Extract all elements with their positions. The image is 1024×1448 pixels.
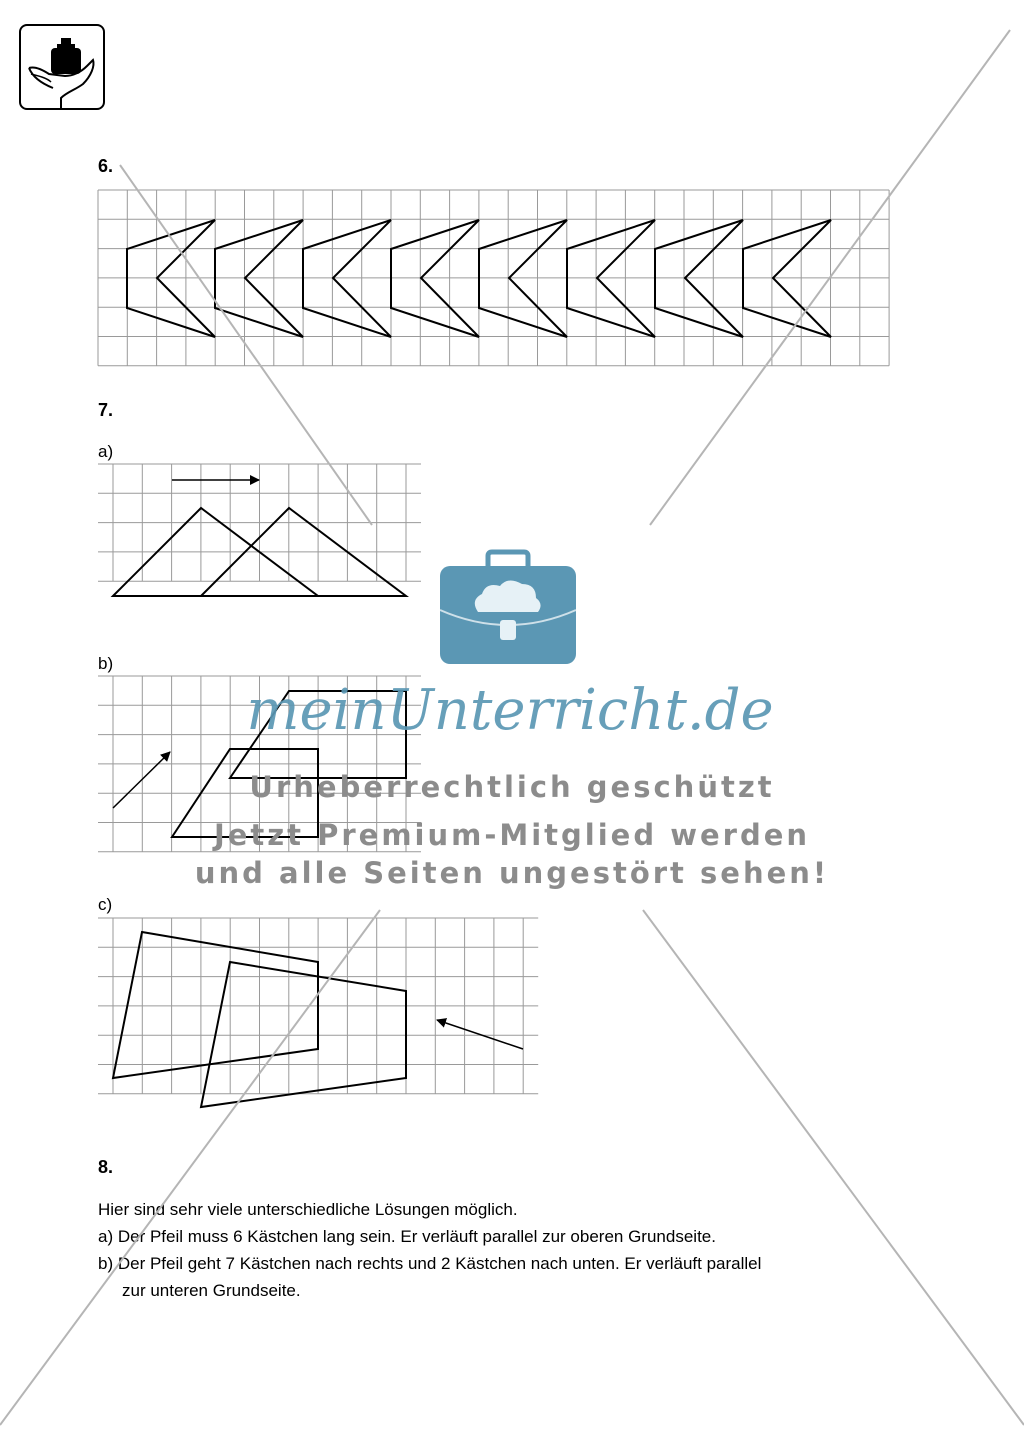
watermark-line-2: Jetzt Premium-Mitglied werden	[213, 818, 811, 852]
section-6-label: 6.	[98, 156, 114, 176]
watermark-brand: meinUnterricht.de	[246, 678, 774, 743]
answer-a: a) Der Pfeil muss 6 Kästchen lang sein. Er verläuft parallel zur oberen Grundseite.	[98, 1227, 716, 1246]
part-c-label: c)	[98, 895, 113, 914]
watermark-line-3: und alle Seiten ungestört sehen!	[194, 856, 830, 890]
part-b-label: b)	[98, 654, 114, 673]
section-8-label: 8.	[98, 1157, 114, 1177]
answer-b-line2: zur unteren Grundseite.	[122, 1281, 301, 1300]
watermark-line-1: Urheberrechtlich geschützt	[249, 770, 775, 804]
part-a-label: a)	[98, 442, 114, 461]
answer-b-line1: b) Der Pfeil geht 7 Kästchen nach rechts und 2 Kästchen nach unten. Er verläuft parallel	[98, 1254, 762, 1273]
answer-intro: Hier sind sehr viele unterschiedliche Lösungen möglich.	[98, 1200, 518, 1219]
section-7-label: 7.	[98, 400, 114, 420]
